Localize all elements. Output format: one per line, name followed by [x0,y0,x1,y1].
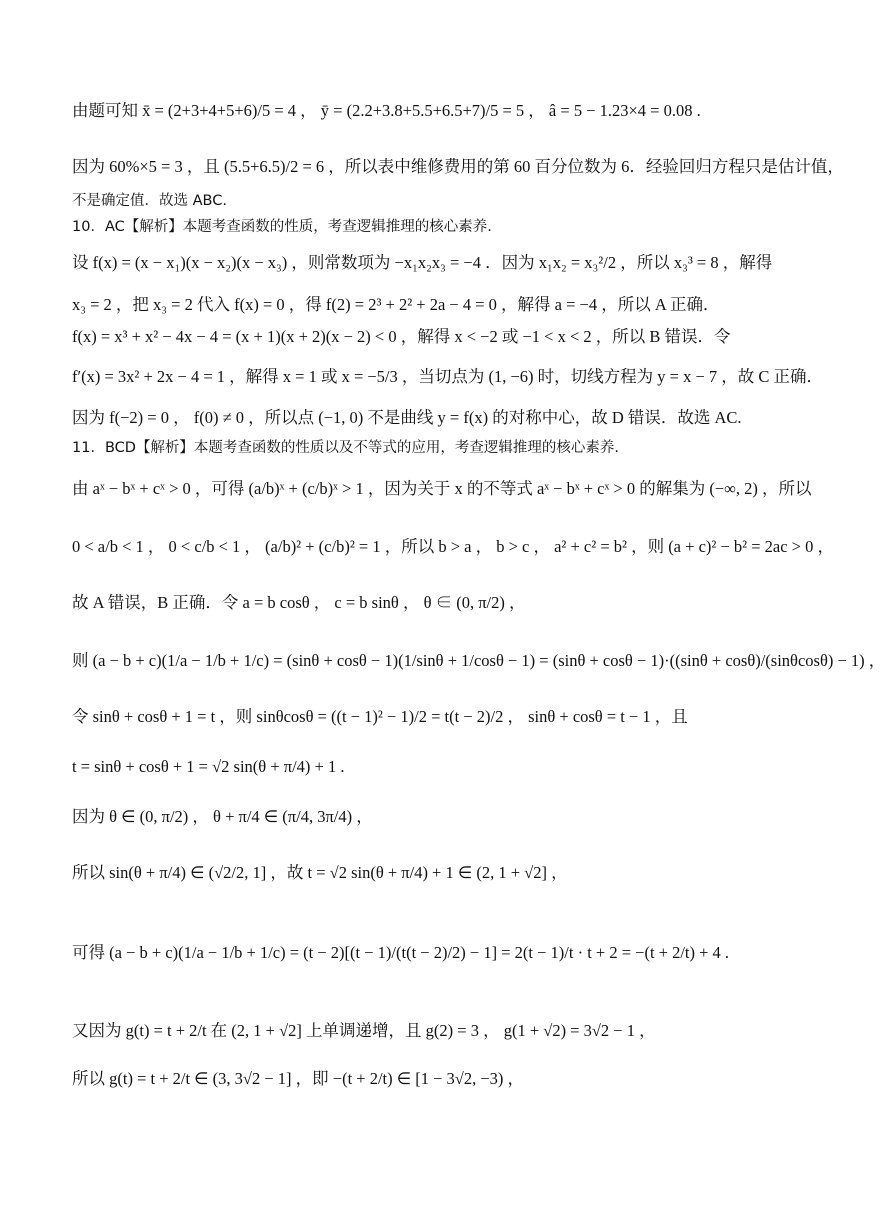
solution-10-line-3: f(x) = x³ + x² − 4x − 4 = (x + 1)(x + 2)(x − 2) < 0 ，解得 x < −2 或 −1 < x < 2 ，所以 B 错误．令 [72,327,731,346]
solution-11-line-2: 0 < a/b < 1 ， 0 < c/b < 1 ， (a/b)² + (c/b)² = 1 ，所以 b > a ， b > c ， a² + c² = b² ，则 (a + c)² − b² = 2ac > 0 ， [72,537,834,556]
solution-11-line-8: 所以 sin(θ + π/4) ∈ (√2/2, 1] ，故 t = √2 sin(θ + π/4) + 1 ∈ (2, 1 + √2] ， [72,863,568,882]
solution-10-line-1: 设 f(x) = (x − x₁)(x − x₂)(x − x₃) ，则常数项为 −x₁x₂x₃ = −4 ．因为 x₁x₂ = x₃²/2 ，所以 x₃³ = 8 ，解得 [72,253,773,272]
solution-10-line-5: 因为 f(−2) = 0 ， f(0) ≠ 0 ，所以点 (−1, 0) 不是曲线 y = f(x) 的对称中心，故 D 错误．故选 AC. [72,408,742,427]
question-11-heading: 11．BCD【解析】本题考查函数的性质以及不等式的应用，考查逻辑推理的核心素养. [72,440,620,456]
solution-10-line-4: f′(x) = 3x² + 2x − 4 = 1 ，解得 x = 1 或 x = −5/3 ，当切点为 (1, −6) 时，切线方程为 y = x − 7 ，故 C 正确． [72,367,824,386]
solution-11-line-11: 所以 g(t) = t + 2/t ∈ (3, 3√2 − 1] ，即 −(t + 2/t) ∈ [1 − 3√2, −3) ， [72,1069,525,1088]
solution-11-line-1: 由 aˣ − bˣ + cˣ > 0 ，可得 (a/b)ˣ + (c/b)ˣ > 1 ，因为关于 x 的不等式 aˣ − bˣ + cˣ > 0 的解集为 (−∞, 2) ，所以 [72,479,812,498]
solution-11-line-7: 因为 θ ∈ (0, π/2) ， θ + π/4 ∈ (π/4, 3π/4) ， [72,807,373,826]
solution-11-line-6: t = sinθ + cosθ + 1 = √2 sin(θ + π/4) + 1 . [72,757,345,776]
question-10-heading: 10．AC【解析】本题考查函数的性质，考查逻辑推理的核心素养. [72,219,492,235]
solution-11-line-5: 令 sinθ + cosθ + 1 = t ，则 sinθcosθ = ((t − 1)² − 1)/2 = t(t − 2)/2 ， sinθ + cosθ = t − 1 ，且 [72,707,688,726]
solution-11-line-9: 可得 (a − b + c)(1/a − 1/b + 1/c) = (t − 2)[(t − 1)/(t(t − 2)/2) − 1] = 2(t − 1)/t · t + 2 = −(t + 2/t) + 4 . [72,943,730,962]
solution-11-line-4: 则 (a − b + c)(1/a − 1/b + 1/c) = (sinθ + cosθ − 1)(1/sinθ + 1/cosθ − 1) = (sinθ + cosθ − 1)·((sinθ + cosθ)/(sinθcosθ) − 1) ， [72,651,885,670]
solution-9-means-line: 由题可知 x̄ = (2+3+4+5+6)/5 = 4 ， ȳ = (2.2+3.8+5.5+6.5+7)/5 = 5 ， â = 5 − 1.23×4 = 0.08 . [72,101,701,120]
solution-10-line-2: x₃ = 2 ，把 x₃ = 2 代入 f(x) = 0 ，得 f(2) = 2³ + 2² + 2a − 4 = 0 ，解得 a = −4 ，所以 A 正确． [72,295,720,314]
solution-9-percentile-line: 因为 60%×5 = 3 ，且 (5.5+6.5)/2 = 6 ，所以表中维修费用的第 60 百分位数为 6．经验回归方程只是估计值， [72,157,844,176]
solution-11-line-10: 又因为 g(t) = t + 2/t 在 (2, 1 + √2] 上单调递增，且 g(2) = 3 ， g(1 + √2) = 3√2 − 1 ， [72,1021,656,1040]
solution-11-line-3: 故 A 错误，B 正确．令 a = b cosθ ， c = b sinθ ， θ ∈ (0, π/2) ， [72,593,526,612]
solution-9-conclusion-line: 不是确定值．故选 ABC. [72,193,227,209]
